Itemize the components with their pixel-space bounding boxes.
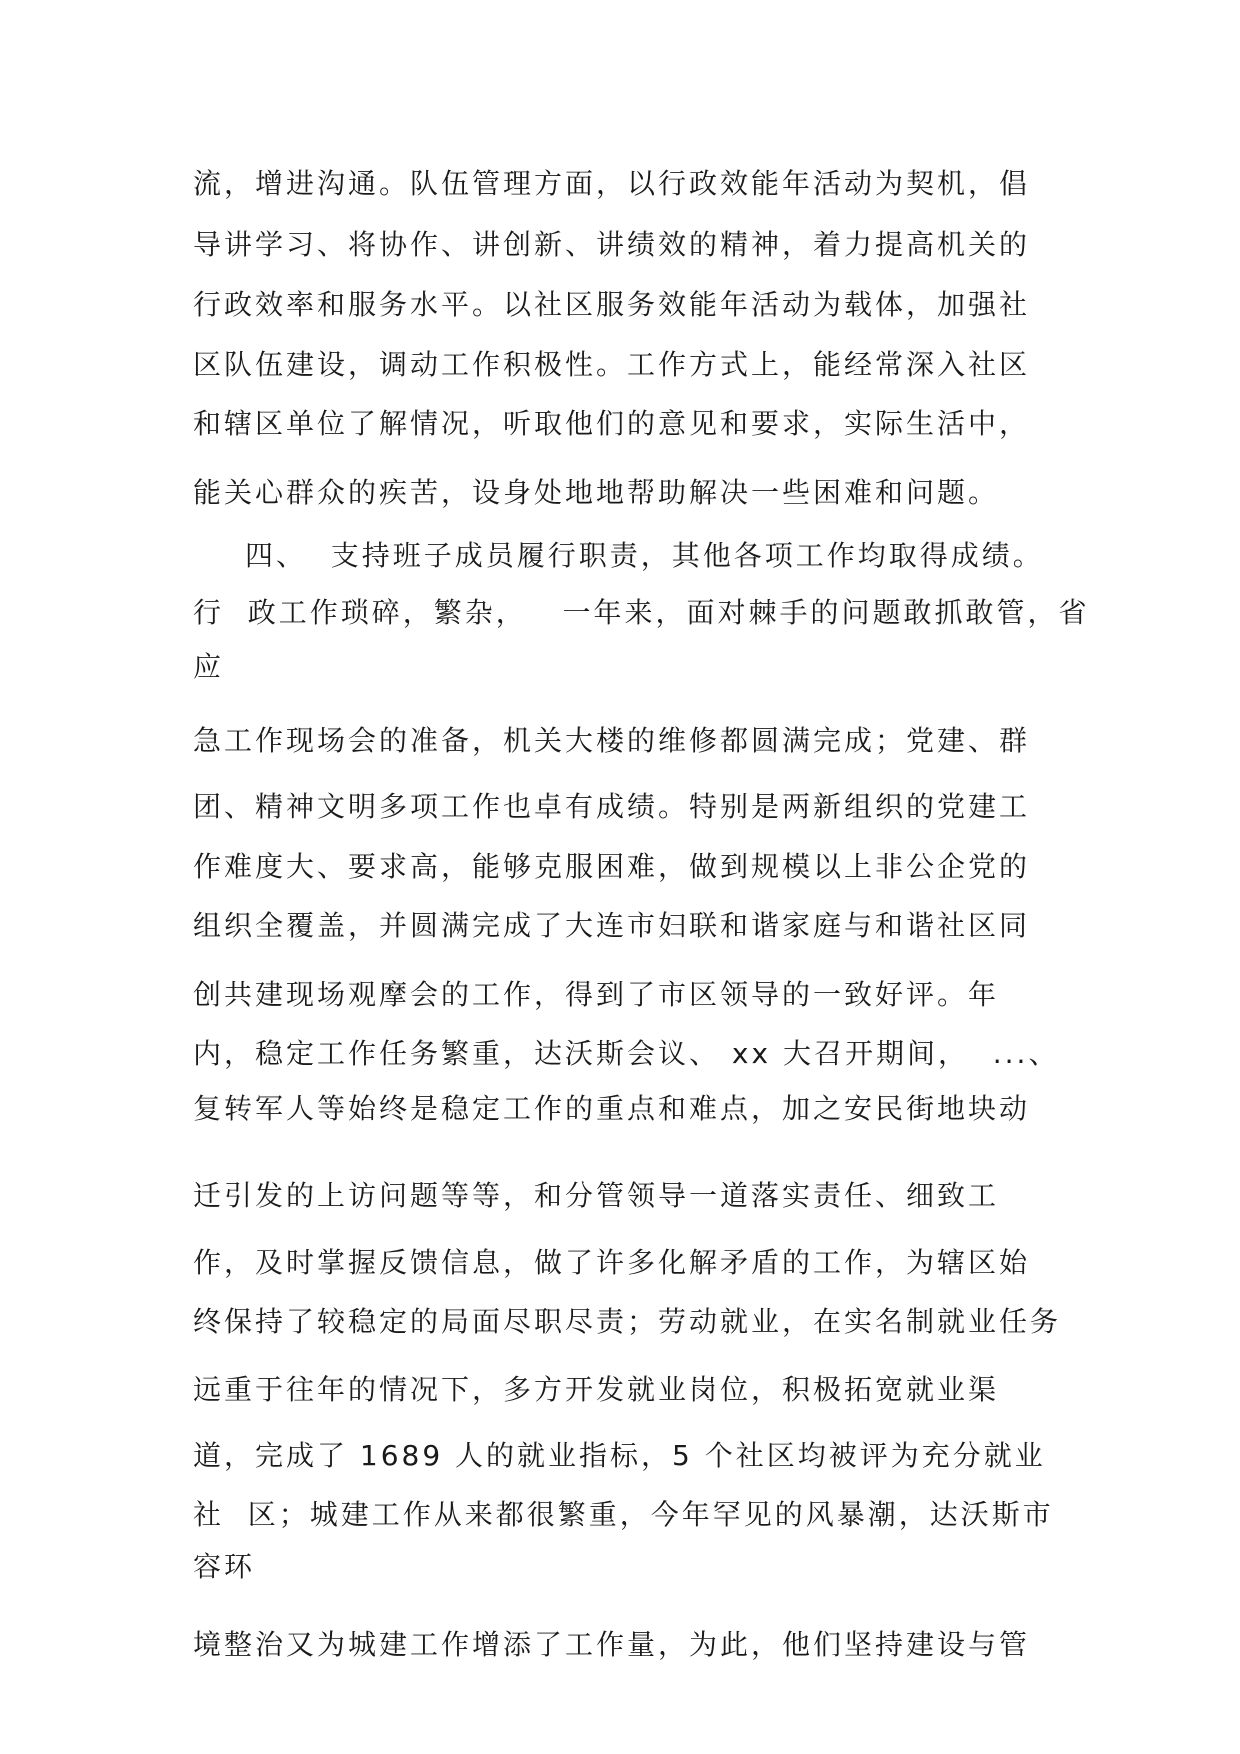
paragraph-line: 远重于往年的情况下，多方开发就业岗位，积极拓宽就业渠 xyxy=(193,1373,1000,1406)
paragraph-line: 区队伍建设，调动工作积极性。工作方式上，能经常深入社区 xyxy=(193,348,1031,381)
section-heading-line: 四、 支持班子成员履行职责，其他各项工作均取得成绩。 xyxy=(245,539,1044,572)
paragraph-line: 境整治又为城建工作增添了工作量，为此，他们坚持建设与管 xyxy=(193,1628,1031,1661)
paragraph-line: 行政效率和服务水平。以社区服务效能年活动为载体，加强社 xyxy=(193,288,1031,321)
paragraph-line: 和辖区单位了解情况，听取他们的意见和要求，实际生活中， xyxy=(193,407,1031,440)
paragraph-line: 社 区；城建工作从来都很繁重，今年罕见的风暴潮，达沃斯市 xyxy=(193,1498,1054,1531)
paragraph-line: 创共建现场观摩会的工作，得到了市区领导的一致好评。年 xyxy=(193,978,1000,1011)
paragraph-line: 流，增进沟通。队伍管理方面，以行政效能年活动为契机，倡 xyxy=(193,167,1031,200)
paragraph-line: 急工作现场会的准备，机关大楼的维修都圆满完成；党建、群 xyxy=(193,724,1031,757)
paragraph-line: 能关心群众的疾苦，设身处地地帮助解决一些困难和问题。 xyxy=(193,476,1000,509)
paragraph-line: 迁引发的上访问题等等，和分管领导一道落实责任、细致工 xyxy=(193,1179,1000,1212)
paragraph-line: 导讲学习、将协作、讲创新、讲绩效的精神，着力提高机关的 xyxy=(193,228,1031,261)
paragraph-line: 作，及时掌握反馈信息，做了许多化解矛盾的工作，为辖区始 xyxy=(193,1246,1031,1279)
paragraph-line: 内，稳定工作任务繁重，达沃斯会议、 xx 大召开期间， ...、 xyxy=(193,1037,1060,1070)
paragraph-line: 容环 xyxy=(193,1550,256,1583)
paragraph-line: 应 xyxy=(193,650,225,683)
paragraph-line: 道，完成了 1689 人的就业指标，5 个社区均被评为充分就业 xyxy=(193,1439,1046,1472)
paragraph-line: 作难度大、要求高，能够克服困难，做到规模以上非公企党的 xyxy=(193,850,1031,883)
paragraph-line: 组织全覆盖，并圆满完成了大连市妇联和谐家庭与和谐社区同 xyxy=(193,909,1031,942)
paragraph-line: 终保持了较稳定的局面尽职尽责；劳动就业，在实名制就业任务 xyxy=(193,1305,1062,1338)
paragraph-line: 行 政工作琐碎，繁杂， 一年来，面对棘手的问题敢抓敢管，省 xyxy=(193,596,1090,629)
paragraph-line: 团、精神文明多项工作也卓有成绩。特别是两新组织的党建工 xyxy=(193,790,1031,823)
paragraph-line: 复转军人等始终是稳定工作的重点和难点，加之安民街地块动 xyxy=(193,1092,1031,1125)
